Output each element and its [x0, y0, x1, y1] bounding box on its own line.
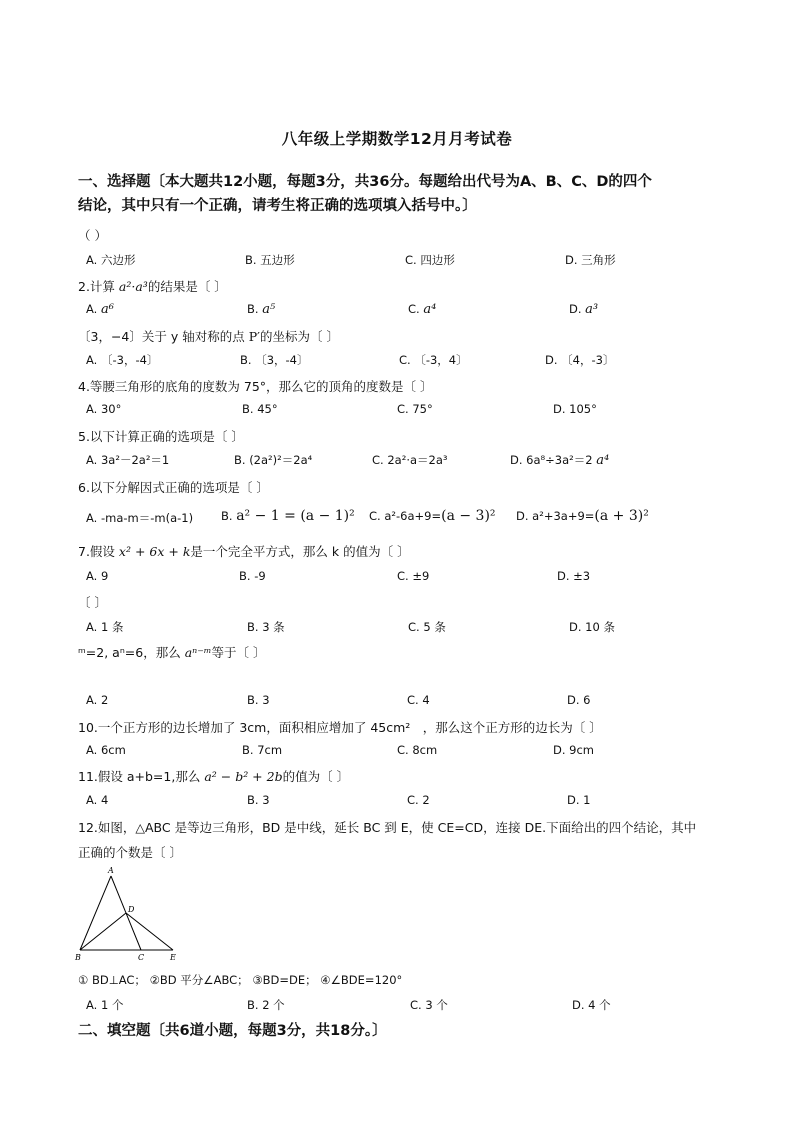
q11-stem-math: a² − b² + 2b: [204, 769, 283, 784]
q2-option-a-label: A.: [86, 302, 101, 316]
q11-option-b: B. 3: [247, 793, 270, 807]
segment-bd: [80, 913, 126, 950]
q9-stem: [78, 643, 266, 661]
q11-option-a: A. 4: [86, 793, 109, 807]
q5-option-c: C. 2a²·a＝2a³: [372, 453, 448, 467]
q10-stem: 10.一个正方形的边长增加了 3cm，面积相应增加了 45cm² ，那么这个正方形的边长为〔 〕: [78, 720, 602, 735]
q1-option-b: B. 五边形: [245, 253, 295, 267]
label-a: A: [108, 866, 114, 875]
q3-option-c: C. 〔-3，4〕: [399, 353, 468, 367]
q3-stem-math: P′: [248, 329, 260, 344]
triangle-figure: [70, 864, 185, 964]
q4-option-a: A. 30°: [86, 402, 122, 416]
q3-stem-prefix: 〔3，−4〕关于 y 轴对称的点: [78, 329, 245, 344]
q11-option-d: D. 1: [567, 793, 591, 807]
q6-option-b: [221, 508, 355, 524]
q7-option-c: C. ±9: [397, 569, 430, 583]
q1-option-c: C. 四边形: [405, 253, 455, 267]
q5-stem: 5.以下计算正确的选项是〔 〕: [78, 429, 244, 444]
q7-stem-prefix: 7.假设: [78, 544, 115, 559]
q9-option-a: A. 2: [86, 693, 109, 707]
q2-stem: [78, 277, 227, 295]
q2-stem-prefix: 2.计算: [78, 279, 115, 294]
q2-option-a: [86, 302, 114, 317]
q8-option-a: A. 1 条: [86, 620, 124, 634]
label-d: D: [128, 905, 135, 914]
q2-option-d-label: D.: [569, 302, 586, 316]
q9-stem-prefix: ᵐ=2, aⁿ=6，那么: [78, 645, 181, 660]
q2-option-c-math: a⁴: [423, 302, 437, 317]
q2-option-b: [247, 302, 275, 317]
q11-stem-prefix: 11.假设 a+b=1,那么: [78, 769, 201, 784]
q10-option-d: D. 9cm: [553, 743, 595, 757]
q6-stem: 6.以下分解因式正确的选项是〔 〕: [78, 480, 269, 495]
q6-option-d-math: (a + 3)²: [594, 508, 649, 524]
q12-stem-line1: 12.如图，△ABC 是等边三角形，BD 是中线，延长 BC 到 E，使 CE=CD，连接 DE.下面给出的四个结论，其中: [78, 820, 697, 835]
q12-option-d: D. 4 个: [572, 998, 611, 1012]
q2-option-a-math: a⁶: [100, 302, 114, 317]
q6-option-c-label: C. a²-6a+9=: [369, 509, 442, 523]
q5-option-b: B. (2a²)²＝2a⁴: [234, 453, 313, 467]
q7-stem: [78, 542, 410, 560]
q4-stem: 4.等腰三角形的底角的度数为 75°，那么它的顶角的度数是〔 〕: [78, 379, 433, 394]
q5-option-a: A. 3a²－2a²＝1: [86, 453, 170, 467]
q9-option-c: C. 4: [407, 693, 430, 707]
q8-option-c: C. 5 条: [408, 620, 446, 634]
q2-option-b-math: a⁵: [262, 302, 276, 317]
q3-option-a: A. 〔-3，-4〕: [86, 353, 159, 367]
segment-ab: [80, 876, 111, 950]
q3-stem-suffix: 的坐标为〔 〕: [259, 329, 339, 344]
label-b: B: [75, 953, 81, 962]
q9-stem-math: aⁿ⁻ᵐ: [184, 645, 212, 660]
q2-option-d: [569, 302, 598, 317]
q8-stem: 〔 〕: [78, 595, 107, 610]
q5-option-d-math: a⁴: [596, 453, 610, 468]
q6-option-d: [516, 508, 649, 524]
q9-option-d: D. 6: [567, 693, 591, 707]
q10-option-b: B. 7cm: [242, 743, 283, 757]
q12-option-c: C. 3 个: [410, 998, 448, 1012]
q5-option-d: [510, 452, 609, 468]
q12-option-b: B. 2 个: [247, 998, 285, 1012]
q2-option-c: [408, 302, 436, 317]
q2-stem-suffix: 的结果是〔 〕: [147, 279, 227, 294]
q7-stem-math: x² + 6x + k: [118, 544, 191, 559]
q7-option-d: D. ±3: [557, 569, 591, 583]
q9-stem-suffix: 等于〔 〕: [211, 645, 266, 660]
q7-stem-suffix: 是一个完全平方式，那么 k 的值为〔 〕: [190, 544, 410, 559]
page-title: 八年级上学期数学12月月考试卷: [281, 130, 513, 148]
q11-option-c: C. 2: [407, 793, 430, 807]
q2-option-b-label: B.: [247, 302, 263, 316]
q6-option-a: A. -ma-m＝-m(a-1): [86, 511, 194, 525]
q7-option-b: B. -9: [239, 569, 266, 583]
q2-stem-math: a²·a³: [118, 279, 148, 294]
label-c: C: [138, 953, 145, 962]
q3-option-b: B. 〔3，-4〕: [240, 353, 309, 367]
q6-option-b-math: a² − 1 = (a − 1)²: [236, 508, 355, 524]
q1-stem: （ ）: [78, 228, 107, 243]
q1-option-a: A. 六边形: [86, 253, 136, 267]
section1-header-line2: 结论，其中只有一个正确，请考生将正确的选项填入括号中。〕: [78, 198, 477, 214]
q12-stem-line2: 正确的个数是〔 〕: [78, 845, 182, 860]
q9-option-b: B. 3: [247, 693, 270, 707]
q3-option-d: D. 〔4，-3〕: [545, 353, 615, 367]
q2-option-c-label: C.: [408, 302, 424, 316]
q4-option-c: C. 75°: [397, 402, 433, 416]
q2-option-d-math: a³: [585, 302, 599, 317]
q6-option-c: [369, 508, 496, 524]
section1-header-line1: 一、选择题〔本大题共12小题，每题3分，共36分。每题给出代号为A、B、C、D的四个: [78, 174, 652, 190]
q4-option-d: D. 105°: [553, 402, 597, 416]
q6-option-d-label: D. a²+3a+9=: [516, 509, 595, 523]
q12-option-a: A. 1 个: [86, 998, 124, 1012]
q7-option-a: A. 9: [86, 569, 109, 583]
q1-option-d: D. 三角形: [565, 253, 616, 267]
q10-option-c: C. 8cm: [397, 743, 438, 757]
q11-stem-suffix: 的值为〔 〕: [282, 769, 350, 784]
q5-option-d-label: D. 6a⁸÷3a²＝2: [510, 453, 593, 467]
section2-header: 二、填空题〔共6道小题，每题3分，共18分。〕: [78, 1023, 387, 1039]
q12-conclusions: ① BD⊥AC； ②BD 平分∠ABC； ③BD=DE； ④∠BDE=120°: [78, 973, 403, 987]
q10-option-a: A. 6cm: [86, 743, 126, 757]
q11-stem: [78, 767, 349, 785]
label-e: E: [170, 953, 176, 962]
q6-option-b-label: B.: [221, 509, 237, 523]
q8-option-d: D. 10 条: [569, 620, 615, 634]
q6-option-c-math: (a − 3)²: [441, 508, 496, 524]
q4-option-b: B. 45°: [242, 402, 278, 416]
q3-stem: [78, 327, 339, 345]
q8-option-b: B. 3 条: [247, 620, 285, 634]
